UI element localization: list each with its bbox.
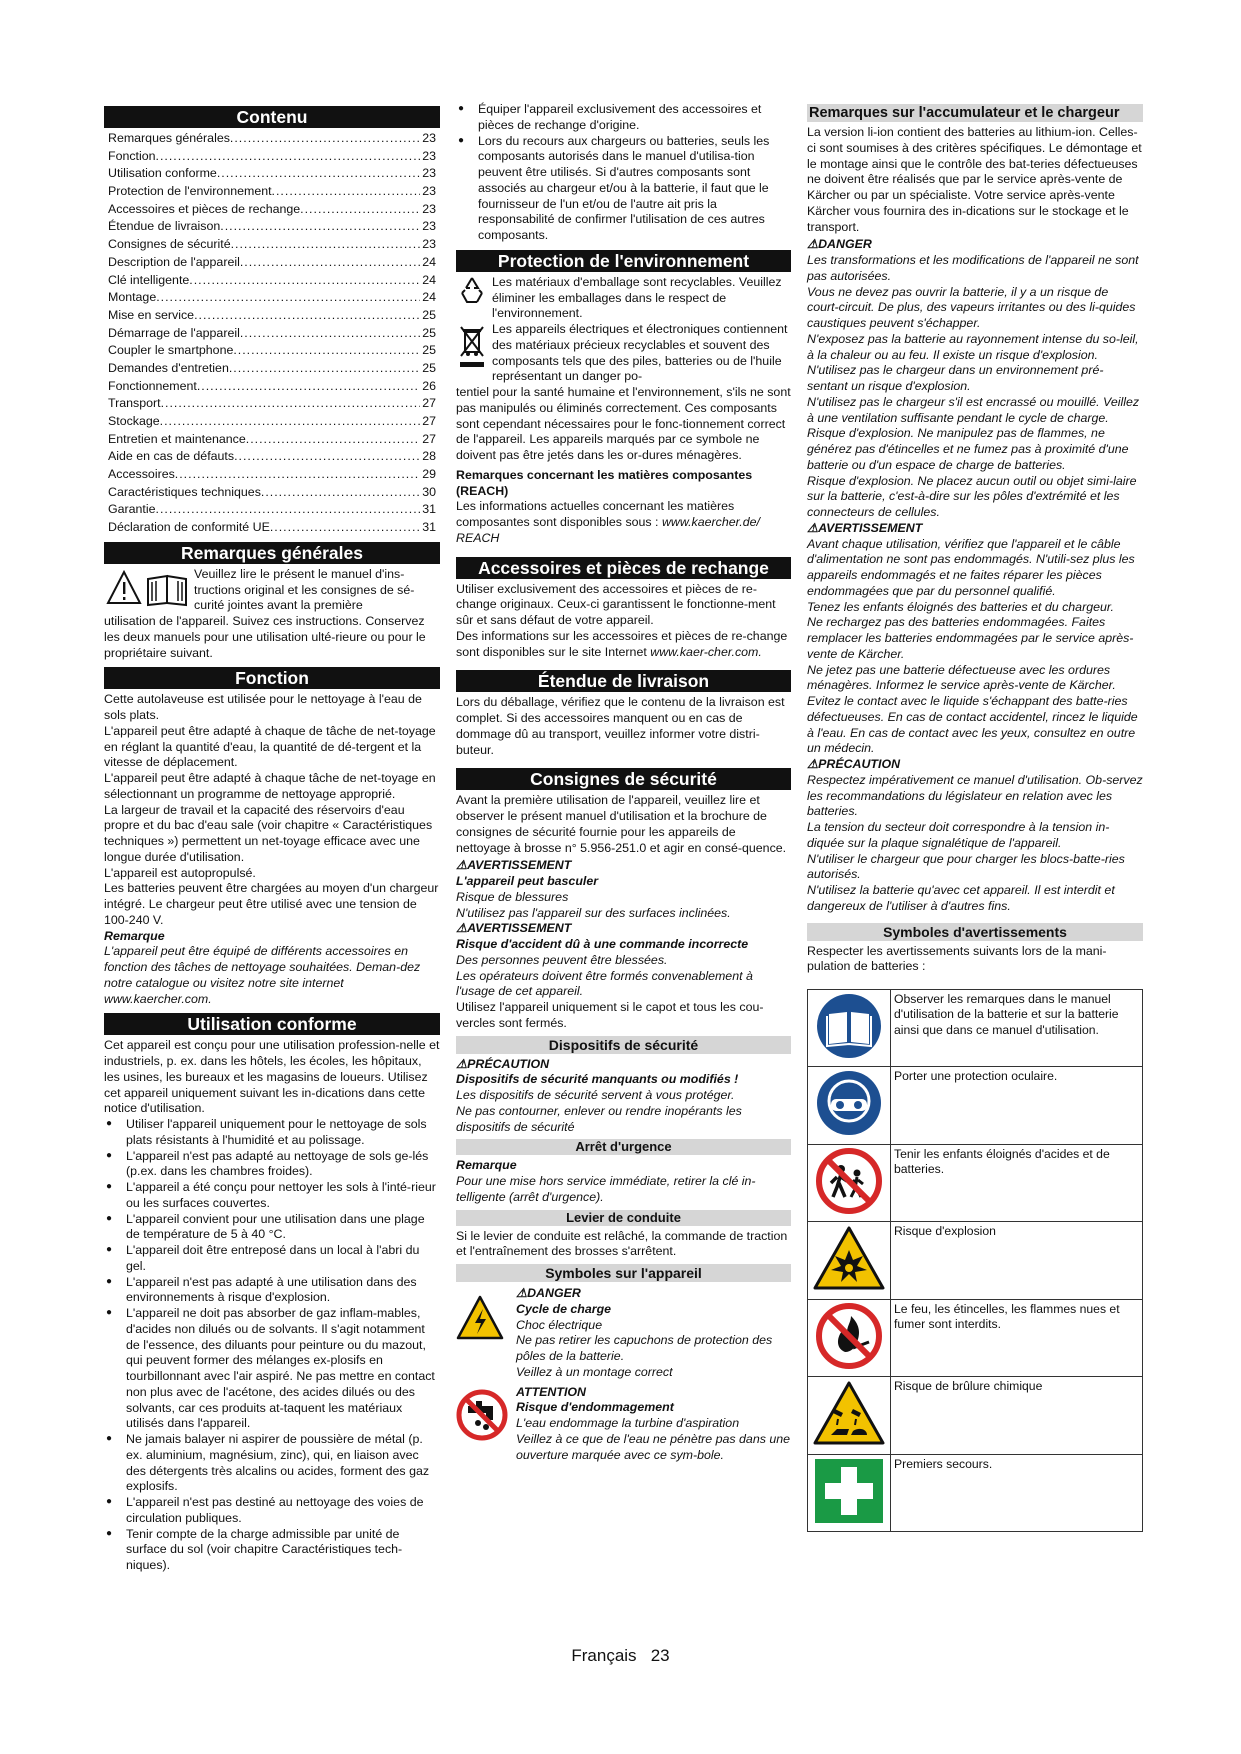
toc-row[interactable] <box>108 184 436 202</box>
toc-row[interactable] <box>108 361 436 379</box>
footer-language: Français <box>571 1646 637 1665</box>
symbol-text: Observer les remarques dans le manuel d'utilisation de la batterie et sur la batterie ainsi que dans ce manuel d'utilisation. <box>891 990 1143 1067</box>
first-aid-icon <box>813 1514 885 1528</box>
toc-leader <box>246 432 420 448</box>
battery-note-line: La tension du secteur doit correspondre à la tension in-diquée sur la plaque signalétique de l'appareil. <box>807 820 1110 850</box>
toc-row[interactable] <box>108 396 436 414</box>
toc-row[interactable] <box>108 449 436 467</box>
goggles-icon <box>813 1126 885 1140</box>
drive-lever-text: Si le levier de conduite est relâché, la commande de traction et l'entraînement des brosses s'arrêtent. <box>456 1228 788 1259</box>
danger-charge-block <box>456 1286 791 1381</box>
battery-note-line: N'exposez pas la batterie au rayonnement intense du so-leil, à la chaleur ou au feu. Il existe un risque d'explosion. <box>807 331 1139 362</box>
general-text-2: utilisation de l'appareil. Suivez ces instructions. Conservez les deux manuels pour une utilisation ulté-rieure ou pour le propriétaire suivant. <box>104 614 426 660</box>
battery-note-line: Ne jetez pas une batterie défectueuse avec les ordures ménagères. Informez le service après-vente de Kärcher. <box>807 662 1116 693</box>
list-item: ● L'appareil n'est pas adapté à une utilisation dans des environnements à risque d'explosion. <box>126 1275 440 1307</box>
toc-leader <box>156 149 421 165</box>
battery-note-line: Respectez impérativement ce manuel d'utilisation. Ob-servez les recommandations du législateur en relation avec les batteries. <box>807 772 1143 819</box>
toc-entry-page: 23 <box>422 184 436 199</box>
general-text-1: Veuillez lire le présent le manuel d'ins-tructions original et les consignes de sé-curité jointes avant la première <box>194 566 415 613</box>
reach-link[interactable]: www.kaercher.de/ REACH <box>456 515 760 545</box>
toc-leader <box>240 326 420 342</box>
toc-entry-label: Description de l'appareil <box>108 254 240 269</box>
toc-entry-label: Fonctionnement <box>108 378 197 393</box>
toc-row[interactable] <box>108 290 436 308</box>
symbol-text: Le feu, les étincelles, les flammes nues et fumer sont interdits. <box>891 1299 1143 1376</box>
symbol-text: Tenir les enfants éloignés d'acides et de batteries. <box>891 1144 1143 1221</box>
toc-entry-label: Demandes d'entretien <box>108 360 229 375</box>
no-children-icon <box>813 1204 885 1218</box>
toc-row[interactable] <box>108 255 436 273</box>
danger-charge-icon-wrap <box>456 1286 516 1381</box>
toc-entry-page: 31 <box>422 502 436 517</box>
attention-water-block <box>456 1385 791 1464</box>
toc-entry-label: Accessoires et pièces de rechange <box>108 201 301 216</box>
toc-entry-page: 27 <box>422 414 436 428</box>
toc-entry-page: 25 <box>422 307 436 322</box>
delivery-heading: Étendue de livraison <box>456 670 791 692</box>
toc-entry-page: 30 <box>422 484 436 499</box>
toc-entry-page: 28 <box>422 449 436 464</box>
toc-leader <box>156 290 420 306</box>
battery-note-line: Tenez les enfants éloignés des batteries et du chargeur. <box>807 599 1114 614</box>
toc-entry-label: Transport <box>108 396 161 411</box>
toc-leader <box>197 379 420 395</box>
toc-leader <box>240 255 420 271</box>
warning-symbols-table <box>807 989 1143 1532</box>
battery-caution-label: ⚠PRÉCAUTION <box>807 757 901 771</box>
warning-2-text: Les opérateurs doivent être formés convenablement à l'usage de cet appareil. <box>456 968 753 999</box>
function-p4: La largeur de travail et la capacité des réservoirs d'eau propre et du bac d'eau sale (voir chapitre « Caractéristiques techniques ») permettent un net-toyage efficace avec une longue durée d'utilisation. <box>104 802 433 864</box>
list-item: ● Utiliser l'appareil uniquement pour le nettoyage de sols plats résistants à l'humidité et au polissage. <box>126 1117 440 1149</box>
symbol-text: Risque de brûlure chimique <box>891 1377 1143 1454</box>
function-p3: L'appareil peut être adapté à chaque tâche de net-toyage en sélectionnant un programme de nettoyage approprié. <box>104 771 436 801</box>
toc-entry-page: 27 <box>422 396 436 411</box>
toc-entry-label: Clé intelligente <box>108 272 190 287</box>
intended-use-heading: Utilisation conforme <box>104 1013 440 1035</box>
battery-note-line: Ne rechargez pas des batteries endommagées. Faites remplacer les batteries endommagées par le service après-vente de Kärcher. <box>807 615 1134 661</box>
toc-leader <box>160 414 421 430</box>
toc-entry-label: Garantie <box>108 502 156 517</box>
toc-entry-label: Fonction <box>108 148 156 163</box>
list-item: ● Ne jamais balayer ni aspirer de poussière de métal (p. ex. aluminium, magnésium, zinc), qui, en liaison avec des détergents très alcalins ou acides, forment des gaz explosifs. <box>126 1432 440 1495</box>
battery-note-line: N'utilisez la batterie qu'avec cet appareil. Il est interdit et dangereux de l'utiliser à d'autres fins. <box>807 883 1115 913</box>
toc-entry-label: Déclaration de conformité UE <box>108 520 270 535</box>
chemical-burn-icon <box>813 1436 885 1450</box>
function-p6: Les batteries peuvent être chargées au moyen d'un chargeur intégré. Le chargeur peut être utilisé avec une tension de 100-240 V. <box>104 881 439 927</box>
general-notice <box>104 567 440 614</box>
list-item: ● L'appareil n'est pas adapté au nettoyage de sols ge-lés (p.ex. dans les chambres froides). <box>126 1149 440 1181</box>
emergency-stop-heading: Arrêt d'urgence <box>456 1139 791 1155</box>
column-middle <box>456 104 791 1463</box>
warning-1-risk: Risque de blessures <box>456 889 569 904</box>
toc-entry-page: 24 <box>422 254 436 269</box>
toc-row[interactable] <box>108 273 436 291</box>
toc-entry-label: Démarrage de l'appareil <box>108 325 240 340</box>
toc-row[interactable] <box>108 326 436 344</box>
toc-heading: Contenu <box>104 106 440 128</box>
toc-entry-label: Caractéristiques techniques <box>108 484 261 499</box>
list-item: ● Tenir compte de la charge admissible par unité de surface du sol (voir chapitre Caractéristiques tech-niques). <box>126 1527 440 1574</box>
symbol-row <box>808 1067 1143 1144</box>
emergency-note: Pour une mise hors service immédiate, retirer la clé in-telligente (arrêt d'urgence). <box>456 1174 756 1204</box>
toc-row[interactable] <box>108 131 436 149</box>
toc-entry-page: 23 <box>422 166 436 181</box>
weee-text-2: tentiel pour la santé humaine et l'environnement, s'ils ne sont pas manipulés ou éliminés correctement. Ces composants sont cependant nécessaires pour le fonc-tionnement correct de l'appareil. Les appareils marqués par ce symbole ne doivent pas être jetés dans les or-dures ménagères. <box>456 385 791 462</box>
toc-entry-label: Aide en cas de défauts <box>108 449 235 464</box>
toc-entry-page: 31 <box>422 520 436 535</box>
warning-manual-icon <box>106 569 188 607</box>
crossed-bin-icon <box>458 324 486 370</box>
battery-note-line: Avant chaque utilisation, vérifiez que l'appareil et le câble d'alimentation ne sont pas endommagés. N'utili-sez plus les appareils endommagés et ne faites réparer les pièces endommagées que par du personnel qualifié. <box>807 536 1135 598</box>
manual-icon <box>813 1049 885 1063</box>
intended-use-intro: Cet appareil est conçu pour une utilisation profession-nelle et industriels, p. ex. dans les hôtels, les écoles, les hôpitaux, les usines, les bureaux et les magasins de loueurs. Utilisez cet appareil uniquement suivant les in-dications dans cette notice d'utilisation. <box>104 1038 440 1116</box>
toc-entry-page: 25 <box>422 360 436 375</box>
toc-row[interactable] <box>108 219 436 237</box>
accessories-p1: Utiliser exclusivement des accessoires et pièces de re-change originaux. Ceux-ci garantissent le fonctionne-ment sûr et sans défaut de votre appareil. <box>456 581 776 627</box>
toc-row[interactable] <box>108 520 436 538</box>
reach-text: Les informations actuelles concernant les matières composantes sont disponibles sous : <box>456 499 735 529</box>
general-heading: Remarques générales <box>104 542 440 564</box>
function-p2: L'appareil peut être adapté à chaque de tâche de net-toyage en réglant la quantité d'eau, la quantité de dé-tergent et la vitesse de déplacement. <box>104 723 436 770</box>
attention-line-1: L'eau endommage la turbine d'aspiration <box>516 1416 740 1430</box>
battery-warning-label: ⚠AVERTISSEMENT <box>807 520 923 535</box>
battery-note-line: Vous ne devez pas ouvrir la batterie, il y a un risque de court-circuit. De plus, des vapeurs irritantes ou des li-quides caustiques peuvent s'échapper. <box>807 284 1136 330</box>
table-of-contents <box>108 131 436 538</box>
toc-leader <box>161 396 421 412</box>
attention-line-2: Veillez à ce que de l'eau ne pénètre pas dans une ouverture marquée avec ce sym-bole. <box>516 1431 791 1462</box>
toc-leader <box>261 485 420 501</box>
list-item: ● L'appareil n'est pas destiné au nettoyage des voies de circulation publiques. <box>126 1495 440 1527</box>
danger-line-3: Veillez à un montage correct <box>516 1364 673 1379</box>
toc-entry-page: 24 <box>422 290 436 305</box>
toc-row[interactable] <box>108 379 436 397</box>
weee-notice <box>456 322 791 385</box>
toc-leader <box>156 502 421 518</box>
battery-note-line: N'utilisez pas le chargeur s'il est encrassé ou mouillé. Veillez à une ventilation suffisante pendant le cycle de charge. <box>807 394 1140 425</box>
accessories-heading: Accessoires et pièces de rechange <box>456 557 791 579</box>
no-fire-icon <box>813 1359 885 1373</box>
symbol-text: Premiers secours. <box>891 1454 1143 1531</box>
safety-heading: Consignes de sécurité <box>456 768 791 790</box>
battery-note-line: N'utiliser le chargeur que pour charger les blocs-batte-ries autorisés. <box>807 851 1125 882</box>
toc-leader <box>272 184 421 200</box>
reach-title: Remarques concernant les matières composantes (REACH) <box>456 467 753 498</box>
emergency-note-label: Remarque <box>456 1158 517 1173</box>
toc-entry-page: 27 <box>422 431 436 446</box>
toc-leader <box>175 467 420 483</box>
battery-note-line: Les transformations et les modifications de l'appareil ne sont pas autorisées. <box>807 253 1139 283</box>
battery-heading: Remarques sur l'accumulateur et le chargeur <box>807 104 1143 122</box>
toc-entry-label: Coupler le smartphone <box>108 343 234 358</box>
toc-leader <box>217 166 420 182</box>
warning-1-text: N'utilisez pas l'appareil sur des surfaces inclinées. <box>456 905 731 920</box>
recycle-icon <box>458 275 486 305</box>
attention-water-text <box>516 1385 791 1464</box>
toc-leader <box>189 273 420 289</box>
toc-leader <box>220 219 420 235</box>
explosion-icon <box>813 1281 885 1295</box>
toc-row[interactable] <box>108 202 436 220</box>
toc-leader <box>270 520 420 536</box>
battery-danger-label: ⚠DANGER <box>807 237 872 252</box>
recycle-notice <box>456 275 791 322</box>
toc-entry-label: Utilisation conforme <box>108 166 217 181</box>
accessories-p2: Des informations sur les accessoires et pièces de re-change sont disponibles sur le site Internet <box>456 628 788 659</box>
toc-entry-label: Entretien et maintenance <box>108 431 246 446</box>
warning-1-label: ⚠AVERTISSEMENT <box>456 858 572 873</box>
warning-2-risk: Des personnes peuvent être blessées. <box>456 952 668 967</box>
toc-entry-label: Protection de l'environnement <box>108 184 272 199</box>
warning-2-label: ⚠AVERTISSEMENT <box>456 921 572 936</box>
symbol-icon-cell <box>808 1144 891 1221</box>
warning-1-title: L'appareil peut basculer <box>456 874 599 888</box>
attention-title: Risque d'endommagement <box>516 1400 674 1415</box>
list-item: ● L'appareil doit être entreposé dans un local à l'abri du gel. <box>126 1243 440 1275</box>
battery-intro: La version li-ion contient des batteries au lithium-ion. Celles-ci sont soumises à des critères spécifiques. Le démontage et le montage ainsi que le contrôle des bat-teries défectueuses ne doivent être réalisés que par le service après-vente de Kärcher ou par un spécialiste. Votre service après-vente Kärcher vous fournira des in-dications sur le stockage et le transport. <box>807 125 1142 234</box>
toc-entry-page: 23 <box>422 219 436 234</box>
symbol-row <box>808 1144 1143 1221</box>
footer-page-number: 23 <box>650 1646 670 1665</box>
warning-2-extra: Utilisez l'appareil uniquement si le capot et tous les cou-vercles sont fermés. <box>456 1000 764 1030</box>
toc-entry-page: 23 <box>422 201 436 216</box>
symbol-row <box>808 1377 1143 1454</box>
toc-row[interactable] <box>108 343 436 361</box>
toc-entry-page: 24 <box>422 272 436 287</box>
toc-leader <box>234 449 420 465</box>
toc-entry-label: Consignes de sécurité <box>108 237 231 252</box>
column-right <box>807 104 1143 1532</box>
toc-leader <box>300 202 420 218</box>
danger-line-1: Choc électrique <box>516 1317 603 1332</box>
battery-danger-list <box>807 253 1143 521</box>
page-footer <box>0 1645 1241 1667</box>
symbol-row <box>808 1454 1143 1531</box>
warning-2-title: Risque d'accident dû à une commande incorrecte <box>456 937 749 951</box>
function-p5: L'appareil est autopropulsé. <box>104 865 256 880</box>
list-item: ● Lors du recours aux chargeurs ou batteries, seuls les composants autorisés dans le manuel d'utilisa-tion peuvent être utilisés. Si d'autres composants sont associés au chargeur et/ou à la batterie, il faut que le fournisseur de l'un et/ou de l'autre ait pris la responsabilité de confirmer l'utilisation de ces autres composants. <box>478 134 791 244</box>
battery-note-line: Evitez le contact avec le liquide s'échappant des batte-ries défectueuses. En cas de contact accidentel, rincez le liquide à l'eau. En cas de contact avec les yeux, consultez en outre un médecin. <box>807 694 1138 756</box>
accessory-use-list <box>456 102 791 244</box>
weee-text-1: Les appareils électriques et électroniques contiennent des matériaux précieux recyclables et souvent des composants tels que des piles, batteries ou de l'huile représentant un danger po- <box>492 322 788 384</box>
no-water-icon <box>456 1389 508 1441</box>
toc-leader <box>229 361 420 377</box>
toc-entry-page: 26 <box>422 378 436 393</box>
battery-caution-list <box>807 773 1143 915</box>
drive-lever-heading: Levier de conduite <box>456 1210 791 1226</box>
warning-symbols-heading: Symboles d'avertissements <box>807 923 1143 941</box>
toc-row[interactable] <box>108 502 436 520</box>
symbol-icon-cell <box>808 1299 891 1376</box>
toc-leader <box>230 131 420 147</box>
attention-water-icon-wrap <box>456 1385 516 1464</box>
danger-label: ⚠DANGER <box>516 1286 581 1300</box>
symbol-text: Porter une protection oculaire. <box>891 1067 1143 1144</box>
list-item: ● L'appareil convient pour une utilisation dans une plage de température de 5 à 40 °C. <box>126 1212 440 1244</box>
toc-entry-label: Mise en service <box>108 307 195 322</box>
warning-symbols-intro: Respecter les avertissements suivants lors de la mani-pulation de batteries : <box>807 943 1107 974</box>
symbol-row <box>808 1299 1143 1376</box>
toc-row[interactable] <box>108 308 436 326</box>
toc-entry-page: 25 <box>422 325 436 340</box>
caution-label: ⚠PRÉCAUTION <box>456 1056 550 1071</box>
toc-leader <box>231 237 421 253</box>
toc-row[interactable] <box>108 149 436 167</box>
caution-text-1: Les dispositifs de sécurité servent à vous protéger. <box>456 1088 735 1102</box>
toc-row[interactable] <box>108 237 436 255</box>
toc-entry-page: 29 <box>422 467 436 482</box>
electric-shock-icon <box>456 1294 504 1342</box>
symbol-icon-cell <box>808 1222 891 1299</box>
function-note: L'appareil peut être équipé de différents accessoires en fonction des tâches de nettoyage souhaitées. Deman-dez notre catalogue ou visitez notre site internet www.kaercher.com. <box>104 944 421 1006</box>
reach-paragraph <box>456 499 791 546</box>
toc-row[interactable] <box>108 166 436 184</box>
symbol-icon-cell <box>808 1377 891 1454</box>
toc-entry-label: Remarques générales <box>108 131 230 145</box>
device-symbols-heading: Symboles sur l'appareil <box>456 1264 791 1282</box>
toc-entry-label: Accessoires <box>108 467 175 482</box>
toc-entry-page: 25 <box>422 343 436 358</box>
recycle-text: Les matériaux d'emballage sont recyclables. Veuillez éliminer les emballages dans le respect de l'environnement. <box>492 274 782 321</box>
toc-leader <box>233 343 420 359</box>
battery-note-line: N'utilisez pas le chargeur dans un environnement pré-sentant un risque d'explosion. <box>807 363 1104 393</box>
danger-line-2: Ne pas retirer les capuchons de protection des pôles de la batterie. <box>516 1333 773 1363</box>
toc-row[interactable] <box>108 432 436 450</box>
danger-charge-text <box>516 1286 791 1381</box>
symbol-row <box>808 990 1143 1067</box>
toc-leader <box>194 308 420 324</box>
safety-intro: Avant la première utilisation de l'appareil, veuillez lire et observer le présent manuel d'utilisation et la brochure de consignes de sécurité fournie pour les appareils de nettoyage à brosse n° 5.956-251.0 et agir en consé-quence. <box>456 793 787 855</box>
toc-entry-label: Montage <box>108 290 157 305</box>
accessories-link[interactable]: www.kaer-cher.com. <box>650 644 762 659</box>
battery-warning-list <box>807 537 1143 758</box>
function-p1: Cette autolaveuse est utilisée pour le nettoyage à l'eau de sols plats. <box>104 692 422 723</box>
list-item: ● L'appareil ne doit pas absorber de gaz inflam-mables, d'acides non dilués ou de solvants. Il s'agit notamment de l'essence, des diluants pour peinture ou du mazout, qui peuvent former des mélanges ex-plosifs en tourbillonnant avec l'air aspiré. Ne pas mettre en contact non plus avec de l'acétone, des acides dilués ou des solvants, car ces produits at-taquent les matériaux utilisés dans l'appareil. <box>126 1306 440 1432</box>
delivery-text: Lors du déballage, vérifiez que le contenu de la livraison est complet. Si des accessoires manquent ou en cas de dommage dû au transport, veuillez informer votre distri-buteur. <box>456 695 785 757</box>
safety-devices-heading: Dispositifs de sécurité <box>456 1036 791 1054</box>
toc-entry-label: Stockage <box>108 414 160 428</box>
toc-entry-page: 23 <box>422 148 436 163</box>
toc-entry-page: 23 <box>422 237 436 252</box>
function-heading: Fonction <box>104 667 440 689</box>
list-item: ● L'appareil a été conçu pour nettoyer les sols à l'inté-rieur ou les surfaces couvertes. <box>126 1180 440 1212</box>
function-note-label: Remarque <box>104 928 165 943</box>
caution-text-2: Ne pas contourner, enlever ou rendre inopérants les dispositifs de sécurité <box>456 1103 742 1134</box>
column-left <box>104 104 440 1574</box>
battery-note-line: Risque d'explosion. Ne placez aucun outil ou objet simi-laire sur la batterie, c'est-à-dire sur les pôles d'extrémité et les connecteurs de cellules. <box>807 473 1137 519</box>
symbol-row <box>808 1222 1143 1299</box>
attention-label: ATTENTION <box>516 1384 586 1399</box>
intended-use-list <box>104 1117 440 1574</box>
toc-row[interactable] <box>108 414 436 432</box>
environment-heading: Protection de l'environnement <box>456 250 791 272</box>
symbol-icon-cell <box>808 1067 891 1144</box>
accessories-paragraph <box>456 629 791 661</box>
toc-entry-page: 23 <box>422 131 436 145</box>
danger-title: Cycle de charge <box>516 1301 612 1316</box>
toc-row[interactable] <box>108 485 436 503</box>
battery-note-line: Risque d'explosion. Ne manipulez pas de flammes, ne générez pas d'étincelles et ne fumez pas à proximité d'une batterie ou d'un espace de charge de batteries. <box>807 426 1129 472</box>
caution-title: Dispositifs de sécurité manquants ou modifiés ! <box>456 1072 739 1087</box>
list-item: ● Équiper l'appareil exclusivement des accessoires et pièces de rechange d'origine. <box>478 102 791 134</box>
toc-row[interactable] <box>108 467 436 485</box>
symbol-icon-cell <box>808 1454 891 1531</box>
symbol-text: Risque d'explosion <box>891 1222 1143 1299</box>
toc-entry-label: Étendue de livraison <box>108 219 221 234</box>
symbol-icon-cell <box>808 990 891 1067</box>
